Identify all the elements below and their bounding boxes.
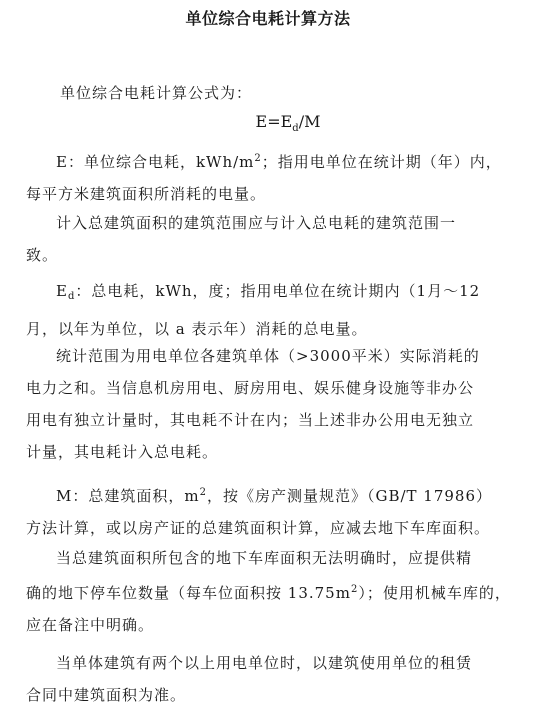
paragraph-line: 用电有独立计量时，其电耗不计在内；当上述非办公用电无独立 xyxy=(26,411,475,429)
paragraph-line: 合同中建筑面积为准。 xyxy=(26,686,187,704)
formula-rhs: /M xyxy=(298,112,321,131)
text-span: ，按《房产测量规范》（GB/T 17986） xyxy=(206,487,493,505)
paragraph-line: 每平方米建筑面积所消耗的电量。 xyxy=(26,185,267,203)
text-span: M：总建筑面积，m xyxy=(56,487,200,505)
paragraph-line: 计入总建筑面积的建筑范围应与计入总电耗的建筑范围一 xyxy=(56,214,457,232)
paragraph-line: 致。 xyxy=(26,246,59,264)
subscript: d xyxy=(67,291,76,302)
paragraph-line xyxy=(26,143,516,178)
paragraph-e-definition xyxy=(26,143,516,210)
paragraph-line: 电力之和。当信息机房用电、厨房用电、娱乐健身设施等非办公 xyxy=(26,379,475,397)
paragraph-m-definition xyxy=(26,477,516,544)
formula-lhs: E=E xyxy=(255,112,293,131)
paragraph-garage-area xyxy=(26,542,516,641)
text-span: E：单位综合电耗，kWh/m xyxy=(56,153,255,171)
formula-intro: 单位综合电耗计算公式为： xyxy=(60,84,253,102)
paragraph-line xyxy=(26,275,516,313)
superscript: 2 xyxy=(350,584,359,595)
paragraph-building-scope xyxy=(26,207,516,271)
paragraph-line: 统计范围为用电单位各建筑单体（>3000平米）实际消耗的 xyxy=(56,347,480,365)
text-span: 确的地下停车位数量（每车位面积按 13.75m xyxy=(26,584,351,602)
text-span: E xyxy=(56,282,68,300)
paragraph-line: 当总建筑面积所包含的地下车库面积无法明确时，应提供精 xyxy=(56,549,473,567)
superscript: 2 xyxy=(254,153,262,164)
paragraph-ed-definition xyxy=(26,275,516,345)
paragraph-line xyxy=(26,574,516,609)
paragraph-line: 应在备注中明确。 xyxy=(26,616,155,634)
paragraph-line xyxy=(26,477,516,512)
paragraph-line: 当单体建筑有两个以上用电单位时，以建筑使用单位的租赁 xyxy=(56,654,473,672)
text-span: ）；使用机械车库的， xyxy=(358,584,511,602)
superscript: 2 xyxy=(199,487,207,498)
paragraph-line: 方法计算，或以房产证的总建筑面积计算，应减去地下车库面积。 xyxy=(26,519,491,537)
formula-subscript: d xyxy=(292,123,299,135)
paragraph-multiple-users xyxy=(26,647,516,711)
text-span: ：总电耗，kWh，度；指用电单位在统计期内（1月～12 xyxy=(75,282,481,300)
paragraph-line: 计量，其电耗计入总电耗。 xyxy=(26,443,219,461)
document-title: 单位综合电耗计算方法 xyxy=(185,9,351,28)
formula xyxy=(0,112,536,134)
text-span: ；指用电单位在统计期（年）内， xyxy=(261,153,502,171)
paragraph-statistics-scope xyxy=(26,340,516,468)
paragraph-line: 月，以年为单位，以 a 表示年）消耗的总电量。 xyxy=(26,320,368,338)
